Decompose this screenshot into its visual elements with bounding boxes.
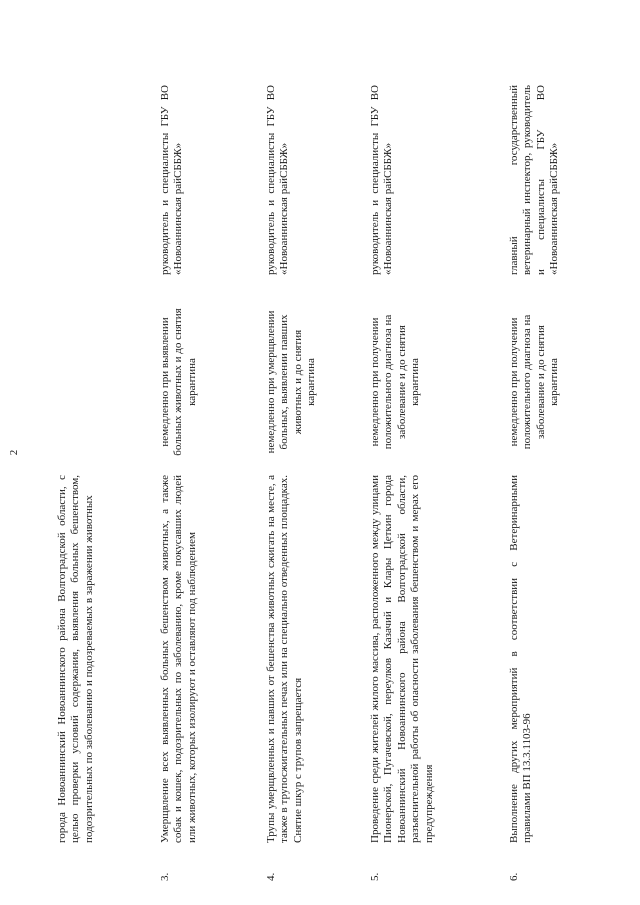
responsible-text: руководитель и специалисты ГБУ ВО «Новоаннинская райСББЖ»	[369, 85, 395, 275]
measure-text: Трупы умерщвленных и павших от бешенства животных сжигать на месте, а также в трупосжигательных печах или на специально отведенных площадках. Снятие шкур с трупов запрещается	[265, 475, 304, 843]
responsible-text: главный государственный ветеринарный инспектор, руководитель и специалисты ГБУ ВО «Новоаннинская райСББЖ»	[508, 85, 561, 275]
measure-text: города Новоаннинский Новоаннинского района Волгоградской области, с целью проверки условий содержания, выявления больных бешенством, подозрительных по заболеванию и подозреваемых в заражении животных	[56, 475, 95, 843]
responsible-text: руководитель и специалисты ГБУ ВО «Новоаннинская райСББЖ»	[159, 85, 185, 275]
row-number: 3.	[159, 872, 171, 881]
row-number: 5.	[369, 872, 381, 881]
row-number: 4.	[265, 872, 277, 881]
measure-text: Умерщвление всех выявленных больных бешенством животных, а также собак и кошек, подозрительных по заболеванию, кроме покусавших людей или животных, которых изолируют и оставляют под наблюдением	[159, 475, 198, 843]
deadline-text: немедленно при выявлении больных животных и до снятия карантина	[159, 308, 198, 456]
measure-text: Проведение среди жителей жилого массива, расположенного между улицами Пионерской, Пугачевской, переулков Казачий и Клары Цеткин города Новоаннинский Новоаннинского района Волгоградской области, разъяснительной работы об опасности заболевания бешенством и мерах его предупреждения	[369, 475, 435, 843]
deadline-text: немедленно при умерщвлении больных, выявлении павших животных и до снятия карантина	[265, 310, 318, 454]
deadline-text: немедленно при получении положительного диагноза на заболевание и до снятия карантина	[508, 314, 561, 450]
deadline-text: немедленно при получении положительного диагноза на заболевание и до снятия карантина	[369, 314, 422, 450]
responsible-text: руководитель и специалисты ГБУ ВО «Новоаннинская райСББЖ»	[265, 85, 291, 275]
page-number: 2	[8, 449, 20, 456]
measure-text: Выполнение других мероприятий в соответствии с Ветеринарными правилами ВП 13.3.1103-96	[508, 475, 534, 843]
row-number: 6.	[508, 872, 520, 881]
